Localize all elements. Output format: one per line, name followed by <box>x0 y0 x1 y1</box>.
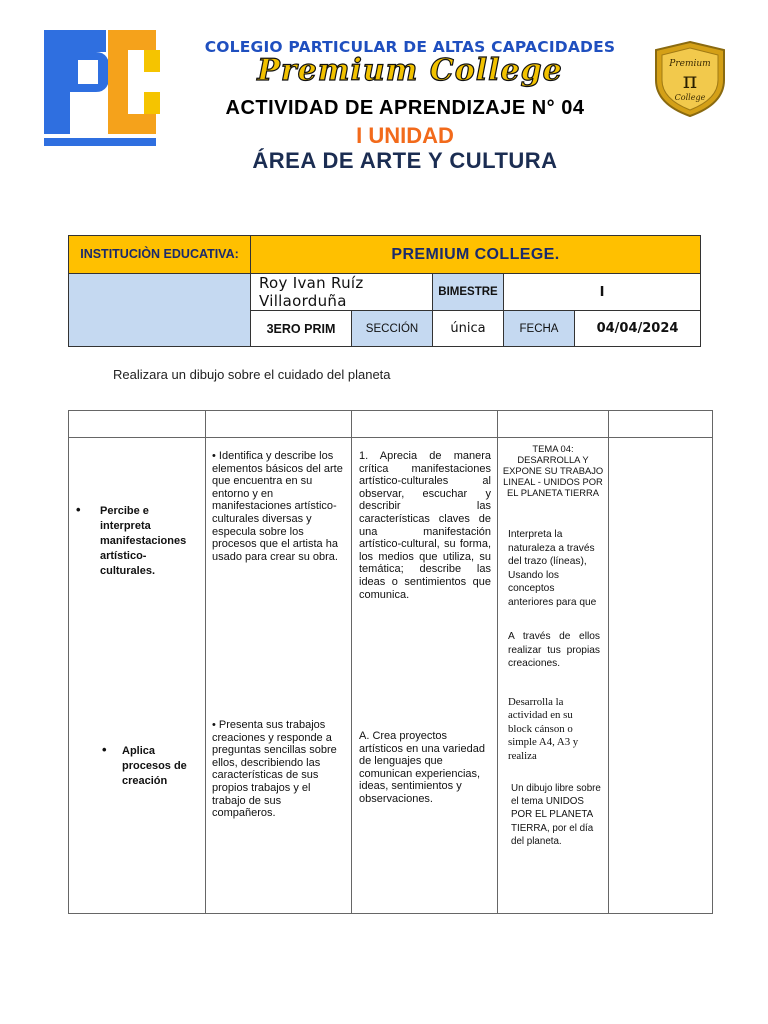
capacity-2: • Presenta sus trabajos creaciones y responde a preguntas sencillas sobre ellos, describiendo las características de sus propios trabajos y el trabajo de sus compañeros. <box>212 719 337 820</box>
institution-label: INSTITUCIÒN EDUCATIVA: <box>69 236 251 274</box>
table-border-top <box>68 410 713 411</box>
table-header-line <box>68 437 713 438</box>
school-line: COLEGIO PARTICULAR DE ALTAS CAPACIDADES <box>204 38 616 56</box>
seccion-value: única <box>433 311 504 347</box>
seal-symbol: π <box>682 69 698 94</box>
fecha-value: 04/04/2024 <box>575 311 701 347</box>
premium-college-logo <box>44 30 162 148</box>
seal-bottom-text: College <box>674 93 706 102</box>
table-col-line <box>497 410 498 914</box>
activity-title: ACTIVIDAD DE APRENDIZAJE N° 04 <box>225 97 585 119</box>
unit-title: I UNIDAD <box>356 123 454 148</box>
bullet-icon: • <box>102 742 107 757</box>
bimestre-label: BIMESTRE <box>433 274 504 311</box>
table-border-bottom <box>68 913 713 914</box>
activity-paragraph-2: A través de ellos realizar tus propias creaciones. <box>508 631 600 670</box>
college-seal-icon <box>652 40 728 118</box>
performance-1: 1. Aprecia de manera crítica manifestaciones artístico-culturales al observar, escuchar y describir las características claves de una manifestación artístico-cultural, su forma, los medios que utiliza, su temática; describe las ideas o sentimientos que comunica. <box>359 450 491 601</box>
blank-blue-cell <box>69 274 251 347</box>
instruction-text: Realizara un dibujo sobre el cuidado del planeta <box>113 367 391 382</box>
seal-top-text: Premium <box>669 59 711 69</box>
activity-paragraph-3: Desarrolla la actividad en su block cánson o simple A4, A3 y realiza <box>508 696 579 762</box>
bimestre-value: I <box>504 274 701 311</box>
table-col-line <box>712 410 713 914</box>
grade: 3ERO PRIM <box>251 311 352 347</box>
table-col-line <box>205 410 206 914</box>
tema-title: TEMA 04: DESARROLLA Y EXPONE SU TRABAJO LINEAL - UNIDOS POR EL PLANETA TIERRA <box>502 443 604 498</box>
competency-1: Percibe e interpreta manifestaciones artístico-culturales. <box>100 505 187 577</box>
brand-name: Premium College <box>257 53 563 88</box>
table-col-line <box>351 410 352 914</box>
competency-table <box>68 410 713 914</box>
area-title: ÁREA DE ARTE Y CULTURA <box>252 148 558 173</box>
activity-paragraph-1: Interpreta la naturaleza a través del trazo (líneas), Usando los conceptos anteriores para que <box>508 529 597 608</box>
seccion-label: SECCIÓN <box>352 311 433 347</box>
institution-name: PREMIUM COLLEGE. <box>251 236 701 274</box>
bullet-icon: • <box>76 502 81 517</box>
capacity-1: • Identifica y describe los elementos básicos del arte que encuentra en su entorno y en manifestaciones artístico-culturales diversas y especula sobre los procesos que el artista ha usado para crear su obra. <box>212 450 343 563</box>
student-name: Roy Ivan Ruíz Villaorduña <box>251 274 433 311</box>
table-col-line <box>608 410 609 914</box>
info-table <box>68 235 701 347</box>
table-col-line <box>68 410 69 914</box>
competency-2: Aplica procesos de creación <box>122 745 187 787</box>
fecha-label: FECHA <box>504 311 575 347</box>
performance-2: A. Crea proyectos artísticos en una variedad de lenguajes que comunican experiencias, ideas, sentimientos y observaciones. <box>359 730 485 805</box>
activity-paragraph-4: Un dibujo libre sobre el tema UNIDOS POR EL PLANETA TIERRA, por el día del planeta. <box>511 783 601 847</box>
